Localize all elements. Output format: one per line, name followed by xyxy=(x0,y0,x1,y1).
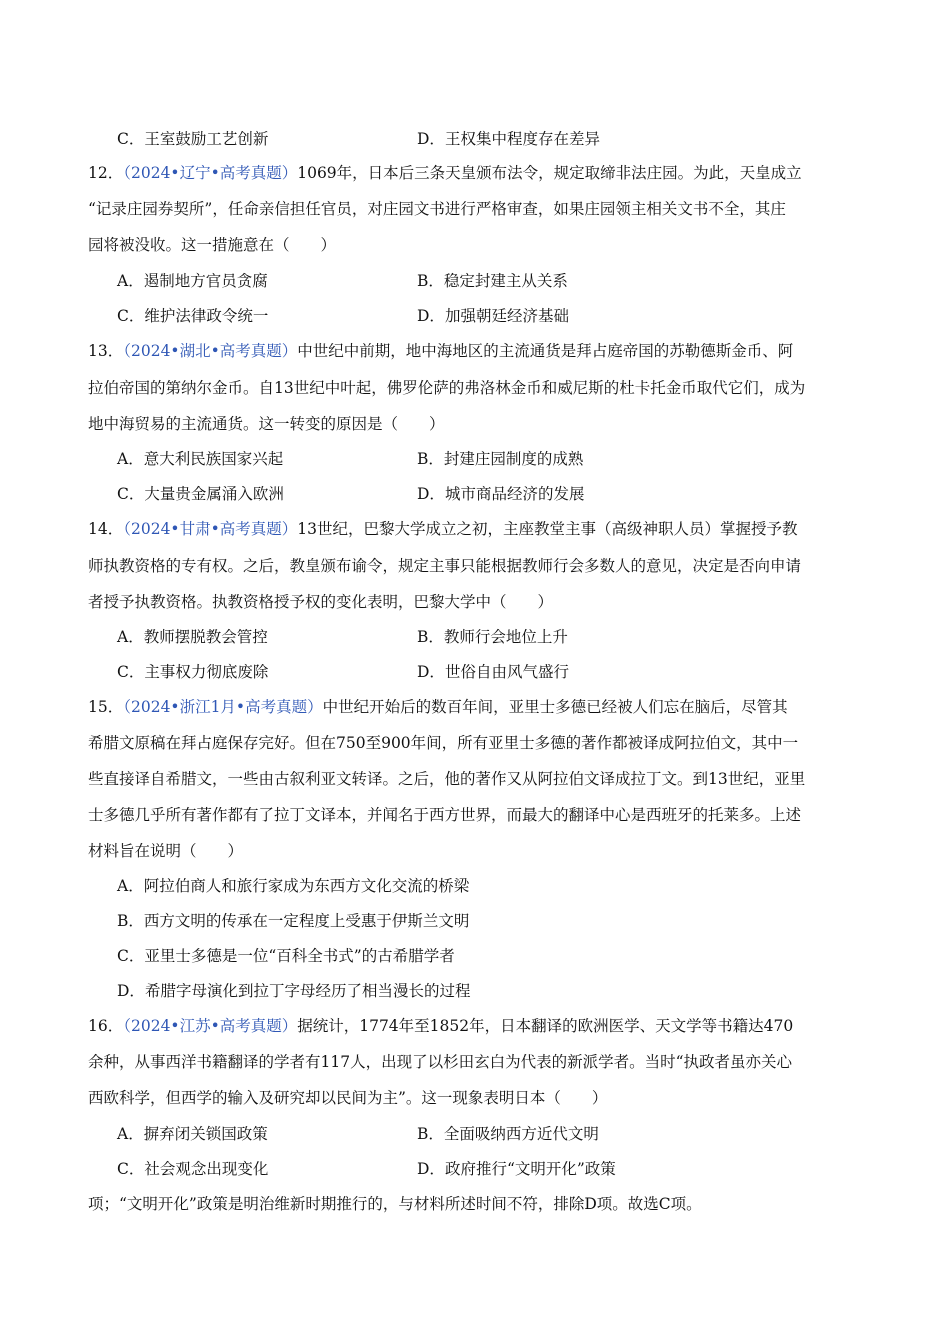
question-source: （2024•甘肃•高考真题） xyxy=(123,520,298,538)
q15-option-b: B．西方文明的传承在一定程度上受惠于伊斯兰文明 xyxy=(117,912,470,930)
q15-stem-line-2: 希腊文原稿在拜占庭保存完好。但在750至900年间，所有亚里士多德的著作都被译成阿拉伯文，其中一 xyxy=(88,734,799,752)
q15-option-a: A．阿拉伯商人和旅行家成为东西方文化交流的桥梁 xyxy=(117,877,470,895)
q15-stem-line-5: 材料旨在说明（ ） xyxy=(88,842,244,860)
q15-stem-line-4: 士多德几乎所有著作都有了拉丁文译本，并闻名于西方世界，而最大的翻译中心是西班牙的托莱多。上述 xyxy=(88,806,802,824)
q16-option-a: A．摒弃闭关锁国政策 xyxy=(117,1125,268,1143)
question-number: 12． xyxy=(88,164,124,182)
q13-option-c: C．大量贵金属涌入欧洲 xyxy=(117,485,284,503)
q13-stem-line-2: 拉伯帝国的第纳尔金币。自13世纪中叶起，佛罗伦萨的弗洛林金币和威尼斯的杜卡托金币取代它们，成为 xyxy=(88,379,806,397)
q12-option-b: B．稳定封建主从关系 xyxy=(417,272,568,290)
q14-stem-line-2: 师执教资格的专有权。之后，教皇颁布谕令，规定主事只能根据教师行会多数人的意见，决定是否向申请 xyxy=(88,557,802,575)
q12-stem-line-1: 12．（2024•辽宁•高考真题）1069年，日本后三条天皇颁布法令，规定取缔非法庄园。为此，天皇成立 xyxy=(88,164,802,182)
q12-option-a: A．遏制地方官员贪腐 xyxy=(117,272,268,290)
q13-option-a: A．意大利民族国家兴起 xyxy=(117,450,284,468)
q16-option-c: C．社会观念出现变化 xyxy=(117,1160,269,1178)
q12-option-c: C．维护法律政令统一 xyxy=(117,307,269,325)
q14-option-a: A．教师摆脱教会管控 xyxy=(117,628,268,646)
q13-stem-line-1: 13．（2024•湖北•高考真题）中世纪中前期，地中海地区的主流通货是拜占庭帝国的苏勒德斯金币、阿 xyxy=(88,342,794,360)
q14-option-b: B．教师行会地位上升 xyxy=(417,628,568,646)
question-source: （2024•湖北•高考真题） xyxy=(123,342,298,360)
q12-stem-line-3: 园将被没收。这一措施意在（ ） xyxy=(88,236,337,254)
question-number: 15． xyxy=(88,698,124,716)
question-number: 16． xyxy=(88,1017,124,1035)
q14-option-c: C．主事权力彻底废除 xyxy=(117,663,269,681)
q12-stem-line-2: “记录庄园券契所”，任命亲信担任官员，对庄园文书进行严格审查，如果庄园领主相关文书不全，其庄 xyxy=(88,200,786,218)
q11-option-c: C．王室鼓励工艺创新 xyxy=(117,130,269,148)
q15-stem-line-1: 15．（2024•浙江1月•高考真题）中世纪开始后的数百年间，亚里士多德已经被人们忘在脑后，尽管其 xyxy=(88,698,788,716)
q14-stem-line-3: 者授予执教资格。执教资格授予权的变化表明，巴黎大学中（ ） xyxy=(88,593,554,611)
question-number: 14． xyxy=(88,520,124,538)
q15-option-c: C．亚里士多德是一位“百科全书式”的古希腊学者 xyxy=(117,947,455,965)
question-source: （2024•江苏•高考真题） xyxy=(123,1017,298,1035)
q13-option-b: B．封建庄园制度的成熟 xyxy=(417,450,584,468)
q11-option-d: D．王权集中程度存在差异 xyxy=(417,130,600,148)
q15-stem-line-3: 些直接译自希腊文，一些由古叙利亚文转译。之后，他的著作又从阿拉伯文译成拉丁文。到13世纪，亚里 xyxy=(88,770,806,788)
q16-stem-line-1: 16．（2024•江苏•高考真题）据统计，1774年至1852年，日本翻译的欧洲医学、天文学等书籍达470 xyxy=(88,1017,794,1035)
q16-option-b: B．全面吸纳西方近代文明 xyxy=(417,1125,599,1143)
question-number: 13． xyxy=(88,342,124,360)
answer-explanation-line: 项；“文明开化”政策是明治维新时期推行的，与材料所述时间不符，排除D项。故选C项。 xyxy=(88,1195,702,1213)
question-source: （2024•辽宁•高考真题） xyxy=(123,164,298,182)
q13-stem-line-3: 地中海贸易的主流通货。这一转变的原因是（ ） xyxy=(88,415,445,433)
q16-option-d: D．政府推行“文明开化”政策 xyxy=(417,1160,616,1178)
q16-stem-line-2: 余种，从事西洋书籍翻译的学者有117人，出现了以杉田玄白为代表的新派学者。当时“执政者虽亦关心 xyxy=(88,1053,793,1071)
q15-option-d: D．希腊字母演化到拉丁字母经历了相当漫长的过程 xyxy=(117,982,471,1000)
q16-stem-line-3: 西欧科学，但西学的输入及研究却以民间为主”。这一现象表明日本（ ） xyxy=(88,1089,608,1107)
q12-option-d: D．加强朝廷经济基础 xyxy=(417,307,569,325)
q14-stem-line-1: 14．（2024•甘肃•高考真题）13世纪，巴黎大学成立之初，主座教堂主事（高级神职人员）掌握授予教 xyxy=(88,520,798,538)
q13-option-d: D．城市商品经济的发展 xyxy=(417,485,585,503)
q14-option-d: D．世俗自由风气盛行 xyxy=(417,663,569,681)
question-source: （2024•浙江1月•高考真题） xyxy=(123,698,323,716)
